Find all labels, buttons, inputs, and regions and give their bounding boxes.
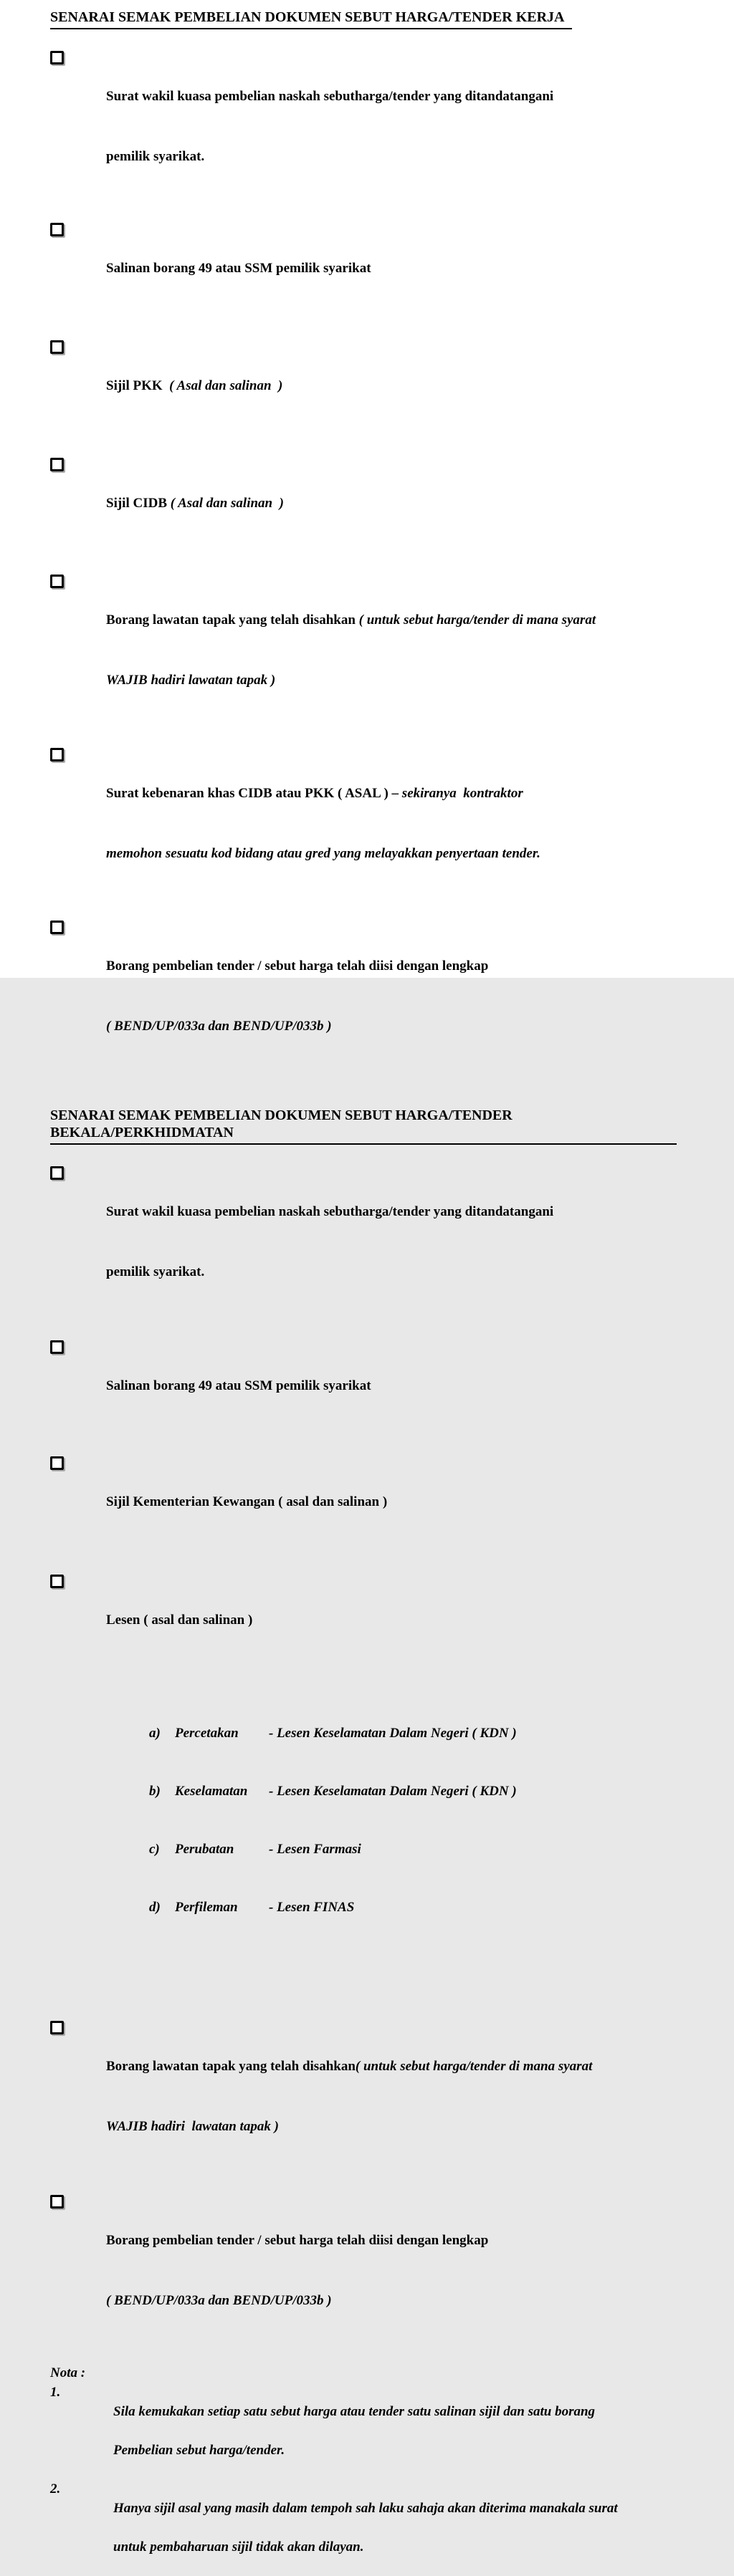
checkbox-icon[interactable] [50, 458, 64, 471]
checklist-item-lesen [50, 1570, 677, 1998]
license-row [149, 1840, 677, 1858]
checkbox-icon[interactable] [50, 1166, 64, 1180]
section-title-bekala: SENARAI SEMAK PEMBELIAN DOKUMEN SEBUT HARGA/TENDER BEKALA/PERKHIDMATAN [50, 1107, 677, 1145]
section-title-kerja: SENARAI SEMAK PEMBELIAN DOKUMEN SEBUT HARGA/TENDER KERJA [50, 9, 572, 29]
license-desc: - Lesen Keselamatan Dalam Negeri ( KDN ) [269, 1726, 517, 1741]
license-row [149, 1782, 677, 1800]
checkbox-icon[interactable] [50, 575, 64, 588]
item-text: Salinan borang 49 atau SSM pemilik syarikat [106, 261, 371, 276]
checklist-item [50, 2017, 677, 2177]
license-desc: - Lesen Keselamatan Dalam Negeri ( KDN ) [269, 1784, 517, 1799]
checkbox-icon[interactable] [50, 1575, 64, 1588]
checklist-item [50, 218, 677, 319]
note-number: 1. [50, 2385, 61, 2400]
section-bekala-perkhidmatan [50, 1107, 677, 2351]
item-text: Borang pembelian tender / sebut harga telah diisi dengan lengkap ( BEND/UP/033a dan BEND/UP/033b ) [106, 2233, 489, 2308]
checkbox-icon[interactable] [50, 748, 64, 761]
item-text: Sijil PKK ( Asal dan salinan ) [106, 378, 283, 393]
checklist-item [50, 2191, 677, 2351]
license-letter: b) [149, 1784, 161, 1799]
checkbox-icon[interactable] [50, 1340, 64, 1354]
license-name: Keselamatan [175, 1784, 248, 1799]
checkbox-icon[interactable] [50, 223, 64, 236]
license-letter: c) [149, 1842, 160, 1857]
item-text: Surat wakil kuasa pembelian naskah sebutharga/tender yang ditandatangani pemilik syarikat. [106, 1204, 554, 1279]
checklist-item [50, 453, 677, 554]
checklist-item [50, 1452, 677, 1552]
checklist-item [50, 570, 677, 731]
nota-heading: Nota : [50, 2365, 86, 2380]
section-kerja [50, 9, 677, 1077]
license-row [149, 1898, 677, 1916]
license-letter: a) [149, 1726, 161, 1741]
item-text: Surat kebenaran khas CIDB atau PKK ( ASAL ) – sekiranya kontraktor memohon sesuatu kod bidang atau gred yang melayakkan penyertaan tender. [106, 786, 540, 861]
license-row [149, 1724, 677, 1742]
license-sublist [149, 1684, 677, 1956]
checklist-item [50, 744, 677, 904]
note-text: Hanya sijil asal yang masih dalam tempoh sah laku sahaja akan diterima manakala surat untuk pembaharuan sijil tidak akan dilayan. [113, 2501, 618, 2555]
checkbox-icon[interactable] [50, 51, 64, 64]
license-name: Perfileman [175, 1900, 238, 1915]
checklist-item [50, 47, 677, 207]
checkbox-icon[interactable] [50, 2195, 64, 2209]
item-text: Borang lawatan tapak yang telah disahkan( untuk sebut harga/tender di mana syarat WAJIB hadiri lawatan tapak ) [106, 2059, 593, 2134]
note-item [50, 2479, 677, 2576]
license-name: Percetakan [175, 1726, 239, 1741]
checkbox-icon[interactable] [50, 921, 64, 934]
checkbox-icon[interactable] [50, 2021, 64, 2034]
item-text: Lesen ( asal dan salinan ) a) Percetakan - Lesen Keselamatan Dalam Negeri ( KDN ) b) Keselamatan - Lesen Keselamatan Dalam Negeri ( KDN ) c) Perubatan - Lesen Farmasi d) Perfileman - Lesen FINAS [106, 1570, 677, 1998]
item-text: Sijil CIDB ( Asal dan salinan ) [106, 496, 284, 511]
note-number: 2. [50, 2481, 61, 2496]
note-item [50, 2383, 677, 2479]
checklist-item [50, 336, 677, 436]
item-text: Borang pembelian tender / sebut harga telah diisi dengan lengkap ( BEND/UP/033a dan BEND/UP/033b ) [106, 958, 489, 1034]
license-name: Perubatan [175, 1842, 234, 1857]
checkbox-icon[interactable] [50, 340, 64, 354]
checklist-item [50, 916, 677, 1077]
license-desc: - Lesen FINAS [269, 1900, 355, 1915]
license-desc: - Lesen Farmasi [269, 1842, 361, 1857]
checkbox-icon[interactable] [50, 1456, 64, 1470]
nota-section [50, 2363, 677, 2576]
item-text: Sijil Kementerian Kewangan ( asal dan salinan ) [106, 1494, 388, 1509]
item-text: Surat wakil kuasa pembelian naskah sebutharga/tender yang ditandatangani pemilik syarikat. [106, 89, 554, 164]
note-text: Sila kemukakan setiap satu sebut harga atau tender satu salinan sijil dan satu borang Pembelian sebut harga/tender. [113, 2404, 596, 2458]
checklist-item [50, 1336, 677, 1436]
item-text: Borang lawatan tapak yang telah disahkan ( untuk sebut harga/tender di mana syarat WAJIB hadiri lawatan tapak ) [106, 612, 596, 688]
license-letter: d) [149, 1900, 161, 1915]
item-text: Salinan borang 49 atau SSM pemilik syarikat [106, 1378, 371, 1393]
checklist-item [50, 1162, 677, 1322]
